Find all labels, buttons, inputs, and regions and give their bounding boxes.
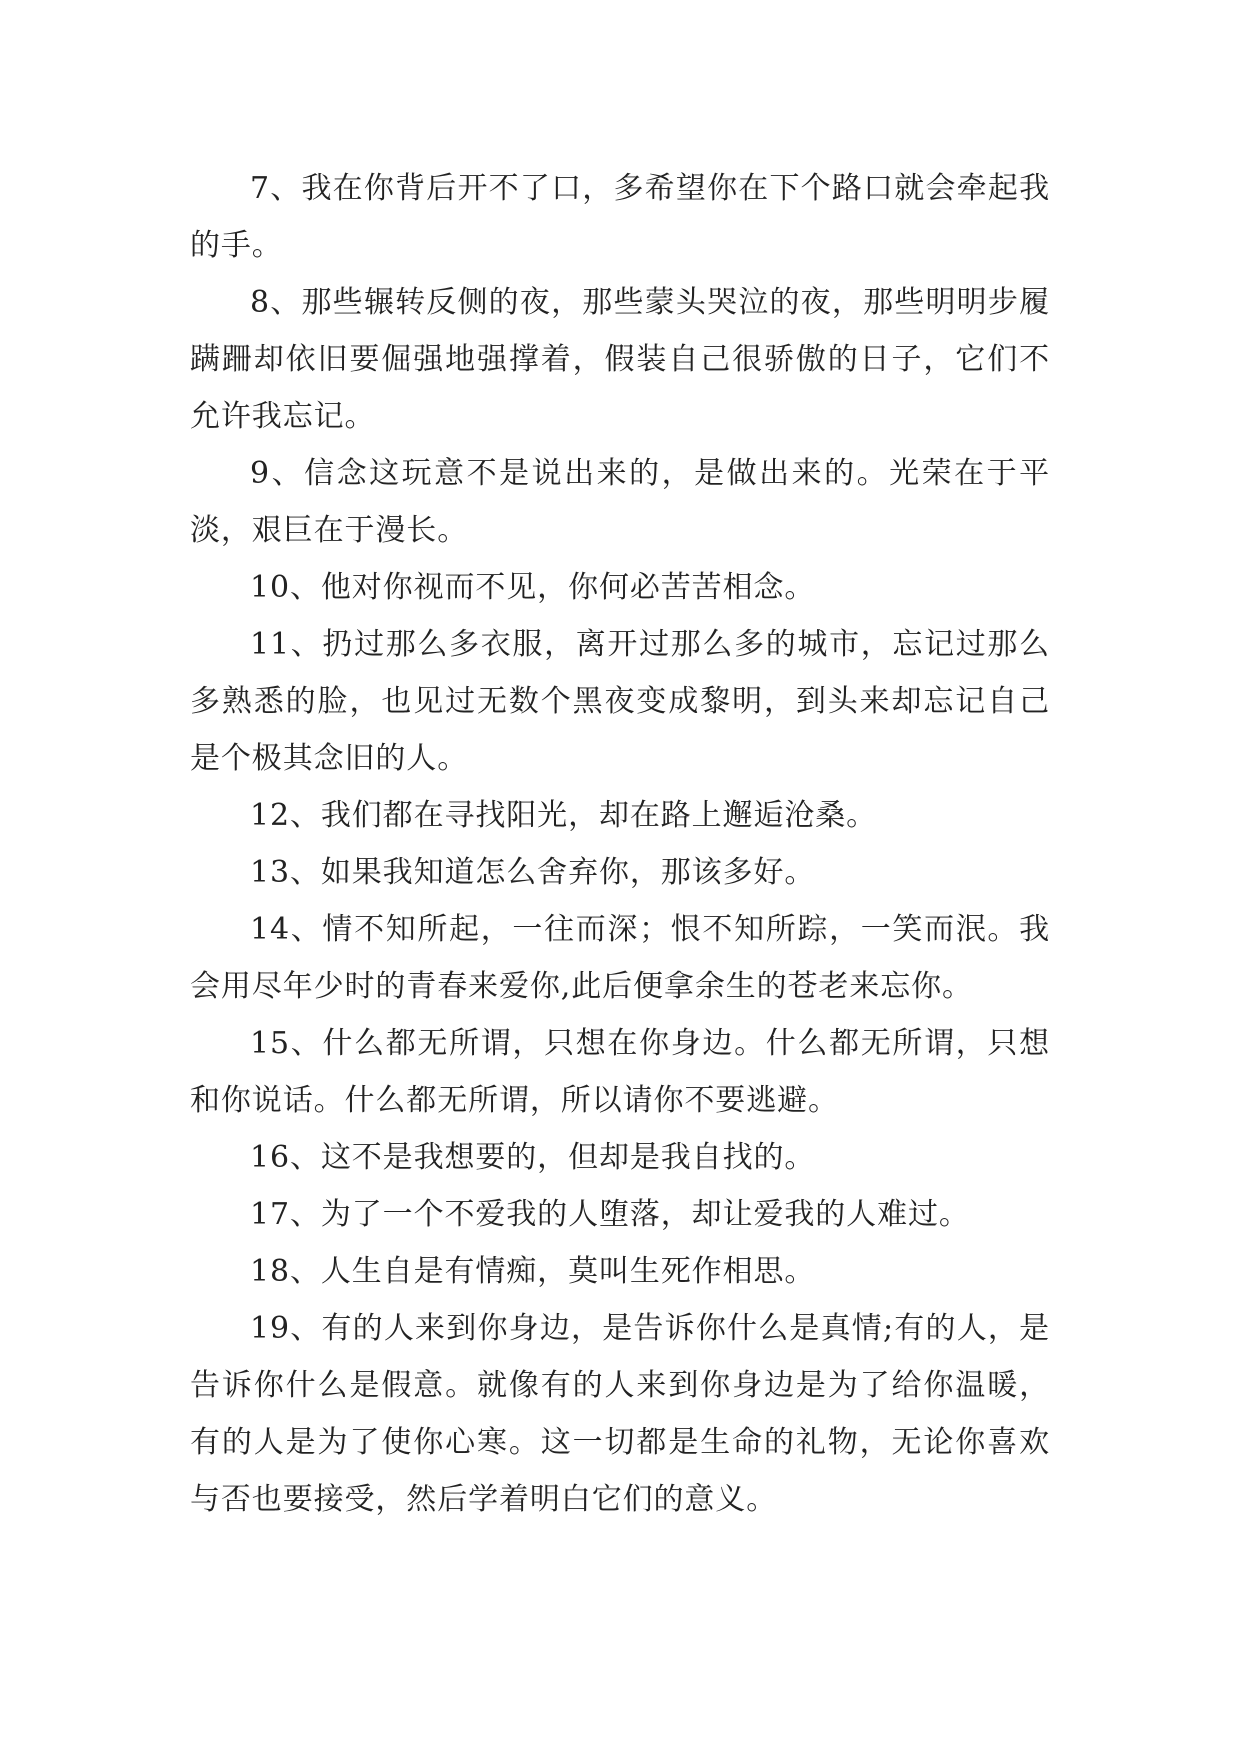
paragraph-14: 14、情不知所起，一往而深；恨不知所踪，一笑而泯。我会用尽年少时的青春来爱你,此后便拿余生的苍老来忘你。 bbox=[190, 912, 1050, 1004]
paragraph-17: 17、为了一个不爱我的人堕落，却让爱我的人难过。 bbox=[250, 1197, 970, 1232]
paragraph-18: 18、人生自是有情痴，莫叫生死作相思。 bbox=[250, 1254, 816, 1289]
paragraph-7: 7、我在你背后开不了口，多希望你在下个路口就会牵起我的手。 bbox=[190, 171, 1050, 263]
paragraph-19: 19、有的人来到你身边，是告诉你什么是真情;有的人，是告诉你什么是假意。就像有的人来到你身边是为了给你温暖，有的人是为了使你心寒。这一切都是生命的礼物，无论你喜欢与否也要接受，然后学着明白它们的意义。 bbox=[190, 1311, 1050, 1517]
paragraph-13: 13、如果我知道怎么舍弃你，那该多好。 bbox=[250, 855, 816, 890]
paragraph-12: 12、我们都在寻找阳光，却在路上邂逅沧桑。 bbox=[250, 798, 878, 833]
paragraph-8: 8、那些辗转反侧的夜，那些蒙头哭泣的夜，那些明明步履蹒跚却依旧要倔强地强撑着，假装自己很骄傲的日子，它们不允许我忘记。 bbox=[190, 285, 1050, 434]
document-body bbox=[190, 160, 1050, 1528]
paragraph-16: 16、这不是我想要的，但却是我自找的。 bbox=[250, 1140, 816, 1175]
paragraph-9: 9、信念这玩意不是说出来的，是做出来的。光荣在于平淡，艰巨在于漫长。 bbox=[190, 456, 1050, 548]
paragraph-11: 11、扔过那么多衣服，离开过那么多的城市，忘记过那么多熟悉的脸，也见过无数个黑夜变成黎明，到头来却忘记自己是个极其念旧的人。 bbox=[190, 627, 1050, 776]
paragraph-15: 15、什么都无所谓，只想在你身边。什么都无所谓，只想和你说话。什么都无所谓，所以请你不要逃避。 bbox=[190, 1026, 1050, 1118]
paragraph-10: 10、他对你视而不见，你何必苦苦相念。 bbox=[250, 570, 816, 605]
